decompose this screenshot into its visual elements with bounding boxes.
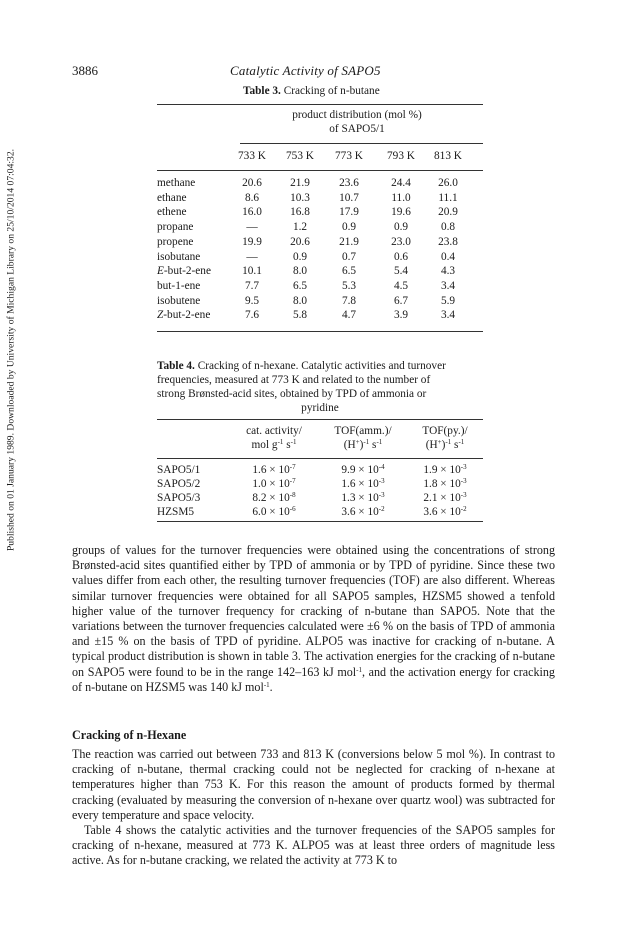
table4-cell: $1.6 \times 10^{-7}$ (252, 463, 296, 476)
table3-cell: 21.9 (290, 177, 310, 189)
table4-caption-line: Cracking of n-hexane. Catalytic activities and turnover (197, 360, 446, 372)
table3-label: Table 3. (243, 85, 281, 97)
table3-cell: 10.7 (339, 191, 359, 204)
table3-cell: 8.6 (244, 191, 260, 204)
table3-cell: 10.1 (242, 265, 262, 278)
table3-cell: 5.8 (292, 309, 308, 322)
table3-bottom-rule (157, 331, 483, 332)
table4-caption-line: frequencies, measured at 773 K and related to the number of (157, 374, 431, 386)
table3-cell: — (246, 250, 258, 263)
table4-row-label: SAPO5/3 (157, 492, 201, 504)
table3-row-label: Z-but-2-ene (157, 309, 211, 322)
table3-cell: 11.0 (391, 191, 411, 204)
table4-cell: $6.0 \times 10^{-6}$ (252, 505, 296, 518)
table3-cell: 16.0 (242, 206, 262, 219)
table3-cell: 3.9 (393, 309, 409, 322)
table3-cell: 0.8 (440, 221, 456, 234)
table3-col-header: 733 K (238, 150, 266, 162)
table4-header-rule (157, 458, 483, 459)
table3-cell: 0.7 (341, 250, 357, 263)
table3-group-header-l1: product distribution (mol %) (292, 109, 422, 121)
table3-header-rule (157, 170, 483, 171)
table4-cell: $1.0 \times 10^{-7}$ (252, 477, 296, 490)
table3-row-label: isobutene (157, 294, 201, 307)
table3-cell: 0.6 (393, 250, 409, 263)
table4-row-label: SAPO5/2 (157, 478, 201, 490)
table3-cell: 23.0 (391, 235, 411, 248)
table4-cell: $1.6 \times 10^{-3}$ (341, 477, 385, 490)
table3-cell: 19.6 (391, 206, 411, 219)
running-head: Catalytic Activity of SAPO5 (230, 63, 381, 78)
table4-row-label: SAPO5/1 (157, 464, 201, 476)
table3-cell: 16.8 (290, 206, 310, 219)
table3-cell: 4.3 (440, 265, 456, 278)
table3-cell: 8.0 (292, 265, 308, 278)
table3-col-header: 793 K (387, 150, 415, 162)
table3-title: Cracking of n-butane (283, 85, 380, 97)
table4-caption-line: pyridine (301, 402, 339, 414)
table4-col1-header-l1: cat. activity/ (246, 425, 302, 437)
table4-cell: $1.3 \times 10^{-3}$ (341, 491, 385, 504)
table4-cell: $3.6 \times 10^{-2}$ (423, 505, 467, 518)
download-note-text: Published on 01 January 1989. Downloaded by University of Michigan Library on 25/10/2014 07:04:32. (5, 148, 17, 552)
table3-cell: 0.9 (292, 250, 308, 263)
table3-cell: 11.1 (438, 191, 458, 204)
table3-cell: 5.3 (341, 279, 357, 292)
table3-cell: 9.5 (244, 294, 260, 307)
table3-cell: 7.6 (244, 309, 260, 322)
table3-cell: 6.7 (393, 294, 409, 307)
table4-cell: $1.8 \times 10^{-3}$ (423, 477, 467, 490)
table3-cell: 26.0 (438, 177, 458, 189)
table4-cell: $2.1 \times 10^{-3}$ (423, 491, 467, 504)
table3-cell: 21.9 (339, 235, 359, 248)
table4-cell: $3.6 \times 10^{-2}$ (341, 505, 385, 518)
table3-cell: 7.8 (341, 294, 357, 307)
paragraph-2: The reaction was carried out between 733 and 813 K (conversions below 5 mol %). In contrast to cracking of n-butane, thermal cracking could not be neglected for cracking of n-hexane at temperatures higher than 753 K. For this reason the amount of products formed by thermal cracking (evaluated by measuring the conversion of n-hexane over quartz wool) was subtracted for every temperature and space velocity. (72, 747, 555, 822)
table4-cell: $9.9 \times 10^{-4}$ (341, 463, 385, 476)
table3-group-rule (240, 143, 483, 144)
table4-col1-header-l2: mol $g^{-1}$ $s^{-1}$ (251, 438, 297, 451)
table3-row-label: propane (157, 221, 194, 234)
table3-cell: 17.9 (339, 206, 359, 219)
table4-label: Table 4. (157, 360, 195, 372)
table3-cell: 6.5 (292, 279, 308, 292)
table3-cell: 6.5 (341, 265, 357, 278)
table4-col2-header-l2: $(H^+)^{-1}$ $s^{-1}$ (343, 438, 383, 451)
table3-cell: 23.8 (438, 235, 458, 248)
table4-cell: $1.9 \times 10^{-3}$ (423, 463, 467, 476)
table3-cell: 10.3 (290, 191, 310, 204)
table4-col3-header-l2: $(H^+)^{-1}$ $s^{-1}$ (425, 438, 465, 451)
table3-cell: 19.9 (242, 235, 262, 248)
table3-col-header: 753 K (286, 150, 314, 162)
table3-caption (243, 84, 380, 98)
table3-cell: 0.9 (393, 221, 409, 234)
download-note (0, 70, 22, 630)
table4-col3-header-l1: TOF(py.)/ (422, 425, 468, 437)
table3-row-label: ethane (157, 191, 187, 204)
paragraph-1: groups of values for the turnover frequencies were obtained using the concentrations of strong Brønsted-acid sites quantified either by TPD of ammonia or by TPD of pyridine. Since these two values differ from each other, the resulting turnover frequencies (TOF) are also different. Whereas similar turnover frequencies were obtained for all SAPO5 samples, HZSM5 showed a tenfold higher value of the turnover frequency for cracking of n-butane than SAPO5. Note that the variations between the turnover frequencies calculated were ±6 % on the basis of TPD of ammonia and ±15 % on the basis of TPD of pyridine. ALPO5 was inactive for cracking of n-butane. A typical product distribution is shown in table 3. The activation energies for the cracking of n-butane on SAPO5 were found to be in the range 142–163 kJ mol$^{-1}$, and the activation energy for cracking of n-butane on HZSM5 was 140 kJ mol$^{-1}$. (72, 543, 555, 694)
table4-col2-header-l1: TOF(amm.)/ (334, 425, 392, 437)
table3-cell: 4.5 (393, 279, 409, 292)
table3-row-label: but-1-ene (157, 279, 201, 292)
table3-row-label: propene (157, 235, 194, 248)
table3-cell: 3.4 (440, 279, 456, 292)
table3-cell: 20.9 (438, 206, 458, 219)
table4-top-rule (157, 419, 483, 420)
table3-cell: 7.7 (244, 279, 260, 292)
table3-row-label: methane (157, 177, 196, 189)
table4-caption-line: strong Brønsted-acid sites, obtained by TPD of ammonia or (157, 388, 427, 400)
section-heading: Cracking of n-Hexane (72, 728, 187, 742)
table3-cell: 0.9 (341, 221, 357, 234)
table3-cell: 0.4 (440, 250, 456, 263)
table3-cell: 20.6 (290, 235, 310, 248)
table3-cell: 4.7 (341, 309, 357, 322)
table3-row-label: isobutane (157, 250, 201, 263)
table4-row-label: HZSM5 (157, 506, 195, 518)
table3-cell: 8.0 (292, 294, 308, 307)
table3-cell: 3.4 (440, 309, 456, 322)
table3-row-label: E-but-2-ene (157, 265, 211, 278)
table3-cell: — (246, 221, 258, 234)
table3-cell: 5.9 (440, 294, 456, 307)
table3-col-header: 773 K (335, 150, 363, 162)
table4-bottom-rule (157, 521, 483, 522)
table3-cell: 24.4 (391, 177, 411, 189)
table3-cell: 23.6 (339, 177, 359, 189)
table3-cell: 1.2 (292, 221, 308, 234)
paragraph-3: Table 4 shows the catalytic activities and the turnover frequencies of the SAPO5 samples for cracking of n-hexane, measured at 773 K. ALPO5 was at least three orders of magnitude less active. As for n-butane cracking, we related the activity at 773 K to (72, 823, 555, 868)
table4-cell: $8.2 \times 10^{-8}$ (252, 491, 296, 504)
table3-cell: 20.6 (242, 177, 262, 189)
table3-group-header-l2: of SAPO5/1 (329, 123, 385, 135)
table3-cell: 5.4 (393, 265, 409, 278)
table3-col-header: 813 K (434, 150, 462, 162)
page-number: 3886 (72, 63, 98, 78)
table3-row-label: ethene (157, 206, 187, 219)
table3-top-rule (157, 104, 483, 105)
table4-caption (157, 359, 483, 415)
